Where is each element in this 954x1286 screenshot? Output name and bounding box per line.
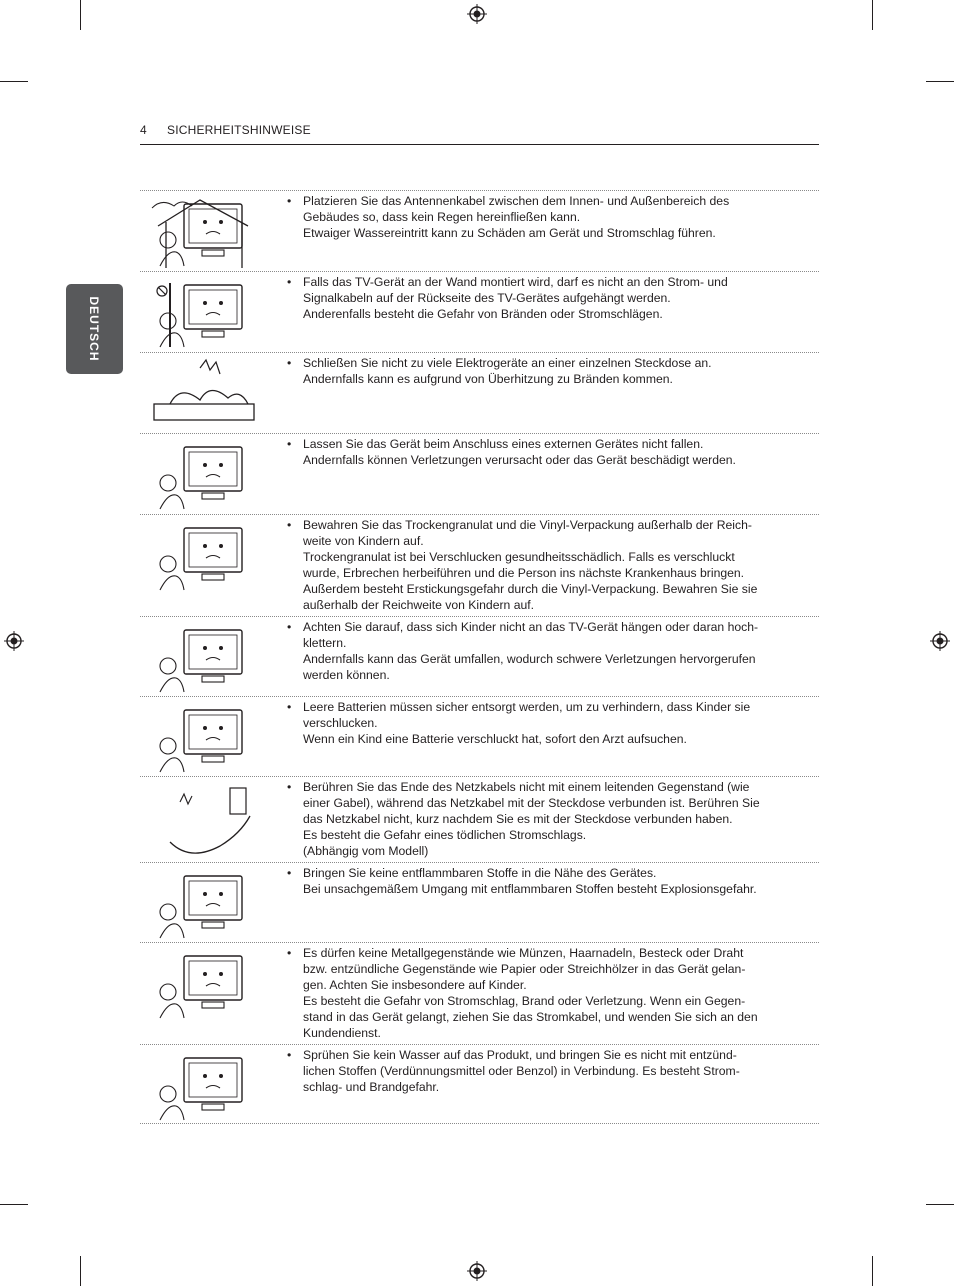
text-line: Achten Sie darauf, dass sich Kinder nicht an das TV-Gerät hängen oder daran hoch- [303,620,759,634]
page-number: 4 [140,123,147,137]
text-line: Wenn ein Kind eine Batterie verschluckt hat, sofort den Arzt aufsuchen. [303,732,687,746]
text-line: (Abhängig vom Modell) [303,844,429,858]
bullet-icon: • [287,356,292,370]
crop-mark [926,81,954,82]
text-line: Sprühen Sie kein Wasser auf das Produkt, und bringen Sie es nicht mit entzünd- [303,1048,737,1062]
safety-item [140,514,819,616]
text-line: Es dürfen keine Metallgegenstände wie Münzen, Haarnadeln, Besteck oder Draht [303,946,744,960]
child-climbing-tv-icon [150,622,265,694]
text-line: Platzieren Sie das Antennenkabel zwischen dem Innen- und Außenbereich des [303,194,730,208]
safety-text [287,945,807,1041]
safety-text [287,699,807,747]
text-line: schlag- und Brandgefahr. [303,1080,440,1094]
registration-mark-icon [467,4,487,24]
text-line: Andernfalls können Verletzungen verursacht oder das Gerät beschädigt werden. [303,453,736,467]
bullet-icon: • [287,518,292,532]
crop-mark [872,0,873,30]
crop-mark [0,81,28,82]
text-line: Etwaiger Wassereintritt kann zu Schäden am Gerät und Stromschlag führen. [303,226,716,240]
text-line: Signalkabeln auf der Rückseite des TV-Gerätes aufgehängt werden. [303,291,671,305]
text-line: Trockengranulat ist bei Verschlucken gesundheitsschädlich. Falls es verschluckt [303,550,735,564]
text-line: wurde, Erbrechen herbeiführen und die Person ins nächste Krankenhaus bringen. [303,566,745,580]
safety-text [287,865,807,897]
text-line: Außerdem besteht Erstickungsgefahr durch die Vinyl-Verpackung. Bewahren Sie sie [303,582,758,596]
text-line: Anderenfalls besteht die Gefahr von Bränden oder Stromschlägen. [303,307,663,321]
safety-item [140,352,819,433]
overloaded-outlet-icon [150,358,265,430]
safety-item [140,190,819,271]
safety-item [140,862,819,942]
crop-mark [872,1256,873,1286]
text-line: Berühren Sie das Ende des Netzkabels nicht mit einem leitenden Gegenstand (wie [303,780,750,794]
safety-text [287,193,807,241]
bullet-icon: • [287,780,292,794]
safety-item [140,433,819,514]
safety-item [140,616,819,696]
language-tab-label: DEUTSCH [87,296,101,362]
crop-mark [80,0,81,30]
text-line: weite von Kindern auf. [303,534,424,548]
safety-item [140,942,819,1044]
crop-mark [926,1204,954,1205]
child-packaging-icon [150,520,265,592]
text-line: lichen Stoffen (Verdünnungsmittel oder Benzol) in Verbindung. Es besteht Strom- [303,1064,740,1078]
safety-text [287,779,807,859]
bullet-icon: • [287,946,292,960]
safety-item [140,271,819,352]
text-line: Bei unsachgemäßem Umgang mit entflammbaren Stoffen besteht Explosionsgefahr. [303,882,757,896]
safety-item [140,696,819,776]
safety-text [287,436,807,468]
registration-mark-icon [930,631,950,651]
text-line: Es besteht die Gefahr von Stromschlag, Brand oder Verletzung. Wenn ein Gegen- [303,994,746,1008]
bullet-icon: • [287,275,292,289]
text-line: Bringen Sie keine entflammbaren Stoffe in die Nähe des Gerätes. [303,866,657,880]
text-line: Bewahren Sie das Trockengranulat und die Vinyl-Verpackung außerhalb der Reich- [303,518,752,532]
bullet-icon: • [287,1048,292,1062]
crop-mark [0,1204,28,1205]
safety-item [140,1044,819,1124]
page-header [140,120,819,145]
text-line: Schließen Sie nicht zu viele Elektrogeräte an einer einzelnen Steckdose an. [303,356,712,370]
safety-item [140,776,819,862]
safety-text [287,274,807,322]
bullet-icon: • [287,194,292,208]
text-line: Falls das TV-Gerät an der Wand montiert wird, darf es nicht an den Strom- und [303,275,728,289]
text-line: verschlucken. [303,716,378,730]
registration-mark-icon [467,1261,487,1281]
power-cord-fork-icon [150,782,265,854]
safety-text [287,355,807,387]
antenna-cable-house-icon [150,196,265,268]
bullet-icon: • [287,620,292,634]
section-title: SICHERHEITSHINWEISE [167,123,311,137]
text-line: Lassen Sie das Gerät beim Anschluss eines externen Gerätes nicht fallen. [303,437,704,451]
text-line: Andernfalls kann das Gerät umfallen, wodurch schwere Verletzungen hervorgerufen [303,652,756,666]
battery-child-icon [150,702,265,774]
text-line: gen. Achten Sie insbesondere auf Kinder. [303,978,527,992]
language-tab [66,284,123,374]
metal-objects-icon [150,948,265,1020]
crop-mark [80,1256,81,1286]
bullet-icon: • [287,437,292,451]
safety-text [287,1047,807,1095]
wall-mount-cables-icon [150,277,265,349]
safety-text [287,517,807,613]
bullet-icon: • [287,866,292,880]
text-line: das Netzkabel nicht, kurz nachdem Sie es mit der Steckdose verbunden haben. [303,812,733,826]
text-line: Andernfalls kann es aufgrund von Überhitzung zu Bränden kommen. [303,372,673,386]
registration-mark-icon [4,631,24,651]
water-spray-icon [150,1050,265,1122]
safety-list [140,190,819,1124]
text-line: einer Gabel), während das Netzkabel mit der Steckdose verbunden ist. Berühren Sie [303,796,760,810]
flammable-substances-icon [150,868,265,940]
text-line: Es besteht die Gefahr eines tödlichen Stromschlags. [303,828,587,842]
bullet-icon: • [287,700,292,714]
text-line: stand in das Gerät gelangt, ziehen Sie das Stromkabel, und wenden Sie sich an den [303,1010,758,1024]
text-line: bzw. entzündliche Gegenstände wie Papier oder Streichhölzer in das Gerät gelan- [303,962,746,976]
text-line: werden können. [303,668,390,682]
tv-falling-icon [150,439,265,511]
text-line: Gebäudes so, dass kein Regen hereinfließen kann. [303,210,581,224]
text-line: klettern. [303,636,347,650]
text-line: außerhalb der Reichweite von Kindern auf. [303,598,535,612]
safety-text [287,619,807,683]
text-line: Leere Batterien müssen sicher entsorgt werden, um zu verhindern, dass Kinder sie [303,700,751,714]
text-line: Kundendienst. [303,1026,381,1040]
